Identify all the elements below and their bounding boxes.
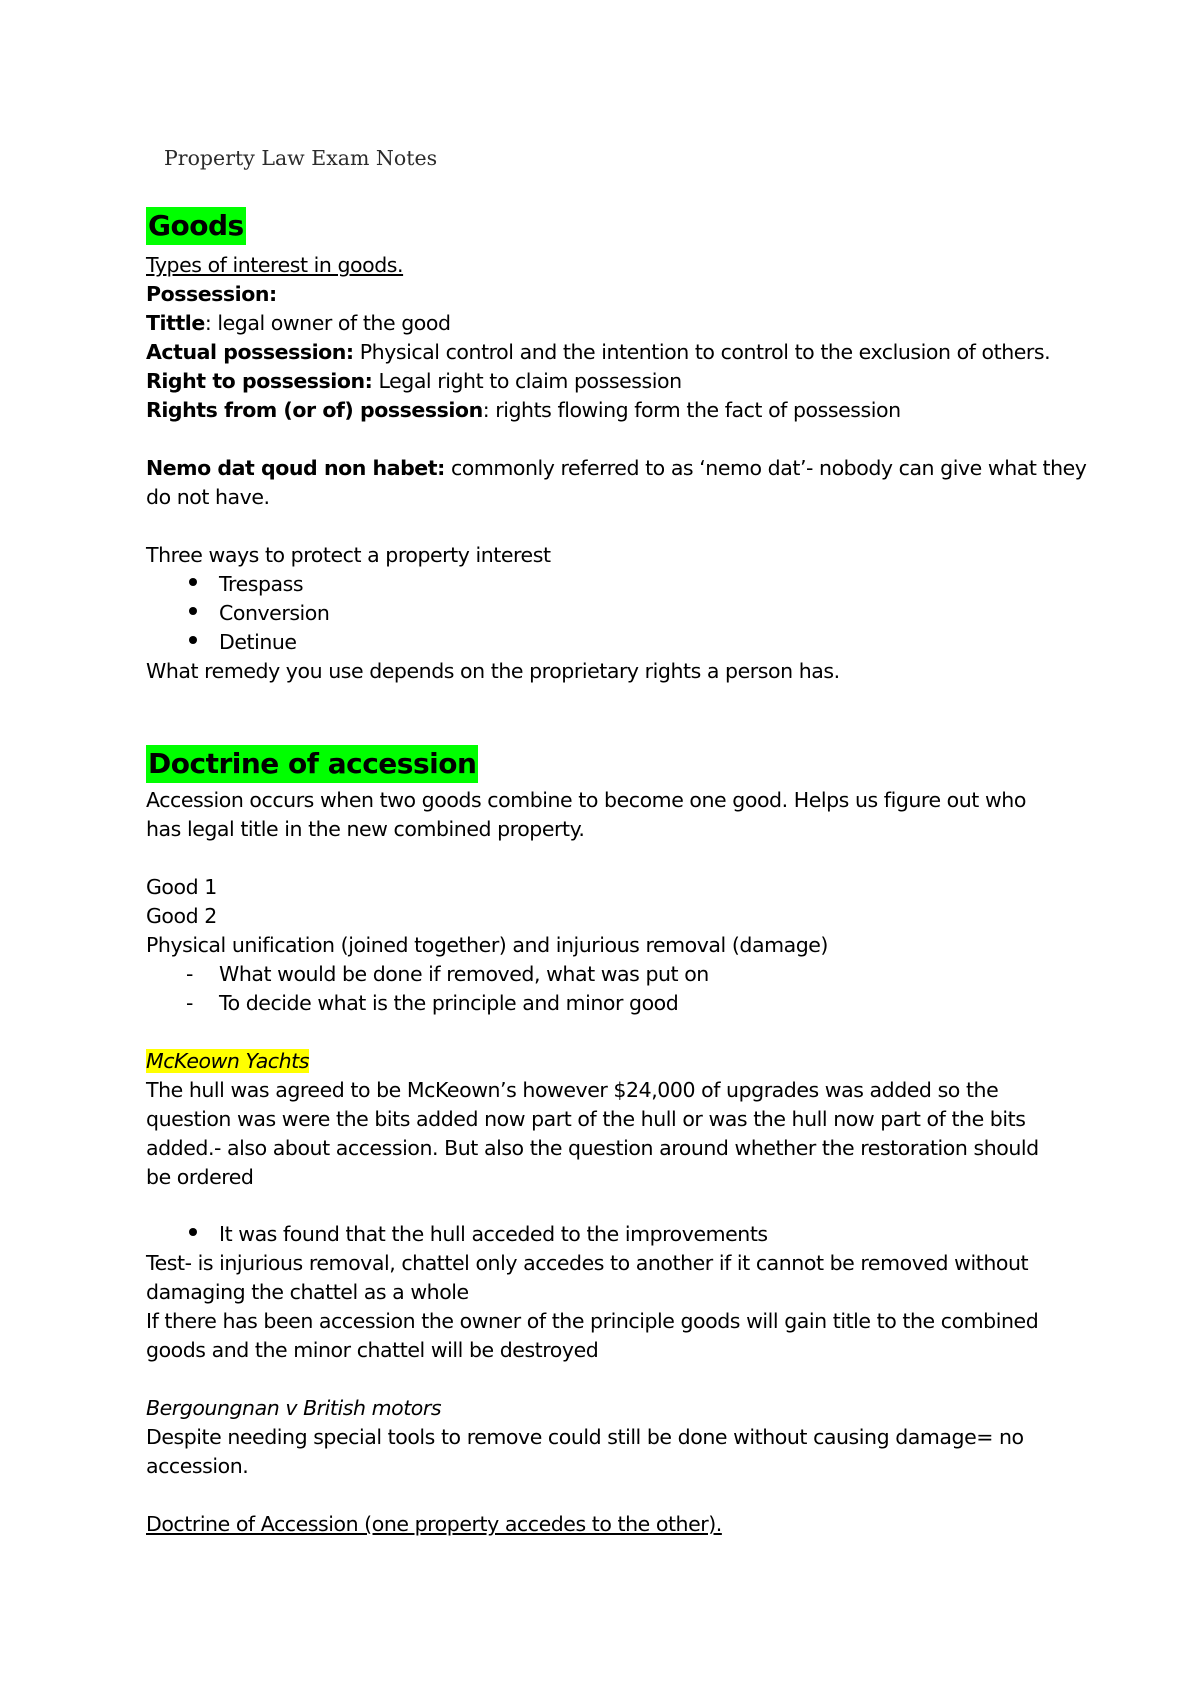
accession-intro: Accession occurs when two goods combine to become one good. Helps us figure out who — [146, 788, 1026, 812]
definition-item — [146, 340, 1050, 364]
bullet-icon — [189, 578, 197, 586]
definition-text: : legal owner of the good — [204, 311, 451, 335]
definition-term: Rights from (or of) possession — [146, 398, 483, 422]
case-text: be ordered — [146, 1165, 254, 1189]
case-name: McKeown Yachts — [146, 1049, 309, 1073]
good-1: Good 1 — [146, 875, 217, 899]
heading-doctrine-of-accession: Doctrine of accession — [146, 745, 478, 783]
definition-item — [146, 311, 451, 335]
definition-term: Right to possession: — [146, 369, 373, 393]
remedy-text: What remedy you use depends on the proprietary rights a person has. — [146, 659, 840, 683]
unification-text: Physical unification (joined together) and injurious removal (damage) — [146, 933, 828, 957]
closing-heading: Doctrine of Accession (one property accedes to the other). — [146, 1512, 722, 1536]
case-text: question was were the bits added now part of the hull or was the hull now part of the bits — [146, 1107, 1026, 1131]
heading-goods: Goods — [146, 207, 246, 245]
nemo-dat-line-2: do not have. — [146, 485, 270, 509]
definition-item — [146, 398, 901, 422]
dash-item: To decide what is the principle and minor good — [219, 991, 679, 1015]
definition-term: Tittle — [146, 311, 205, 335]
nemo-dat-text: commonly referred to as ‘nemo dat’- nobody can give what they — [444, 456, 1087, 480]
bullet-icon — [189, 607, 197, 615]
list-item: Conversion — [219, 601, 330, 625]
list-item: Trespass — [219, 572, 304, 596]
nemo-dat-term: Nemo dat qoud non habet: — [146, 456, 445, 480]
definition-text: : rights flowing form the fact of possession — [482, 398, 901, 422]
definition-text: Physical control and the intention to control to the exclusion of others. — [353, 340, 1051, 364]
case-text: Despite needing special tools to remove could still be done without causing damage= no — [146, 1425, 1024, 1449]
dash-marker: - — [186, 962, 193, 986]
bullet-icon — [189, 636, 197, 644]
test-text: Test- is injurious removal, chattel only accedes to another if it cannot be removed without — [146, 1251, 1029, 1275]
case-text: The hull was agreed to be McKeown’s however $24,000 of upgrades was added so the — [146, 1078, 999, 1102]
accession-intro-2: has legal title in the new combined property. — [146, 817, 585, 841]
definition-text: Legal right to claim possession — [372, 369, 682, 393]
definition-term: Actual possession: — [146, 340, 354, 364]
case-text: added.- also about accession. But also the question around whether the restoration should — [146, 1136, 1039, 1160]
definition-item — [146, 369, 682, 393]
dash-item: What would be done if removed, what was put on — [219, 962, 709, 986]
nemo-dat-line — [146, 456, 1087, 480]
bullet-icon — [189, 1228, 197, 1236]
list-item: Detinue — [219, 630, 297, 654]
protect-intro: Three ways to protect a property interest — [146, 543, 551, 567]
possession-label: Possession: — [146, 282, 277, 306]
case-finding: It was found that the hull acceded to the improvements — [219, 1222, 768, 1246]
case-mckeown-yachts — [146, 1049, 309, 1073]
document-title: Property Law Exam Notes — [164, 146, 438, 170]
good-2: Good 2 — [146, 904, 217, 928]
case-bergoungnan: Bergoungnan v British motors — [146, 1396, 442, 1420]
test-text: damaging the chattel as a whole — [146, 1280, 469, 1304]
test-text: goods and the minor chattel will be destroyed — [146, 1338, 599, 1362]
types-heading: Types of interest in goods. — [146, 253, 404, 277]
dash-marker: - — [186, 991, 193, 1015]
test-text: If there has been accession the owner of the principle goods will gain title to the combined — [146, 1309, 1039, 1333]
case-text: accession. — [146, 1454, 249, 1478]
